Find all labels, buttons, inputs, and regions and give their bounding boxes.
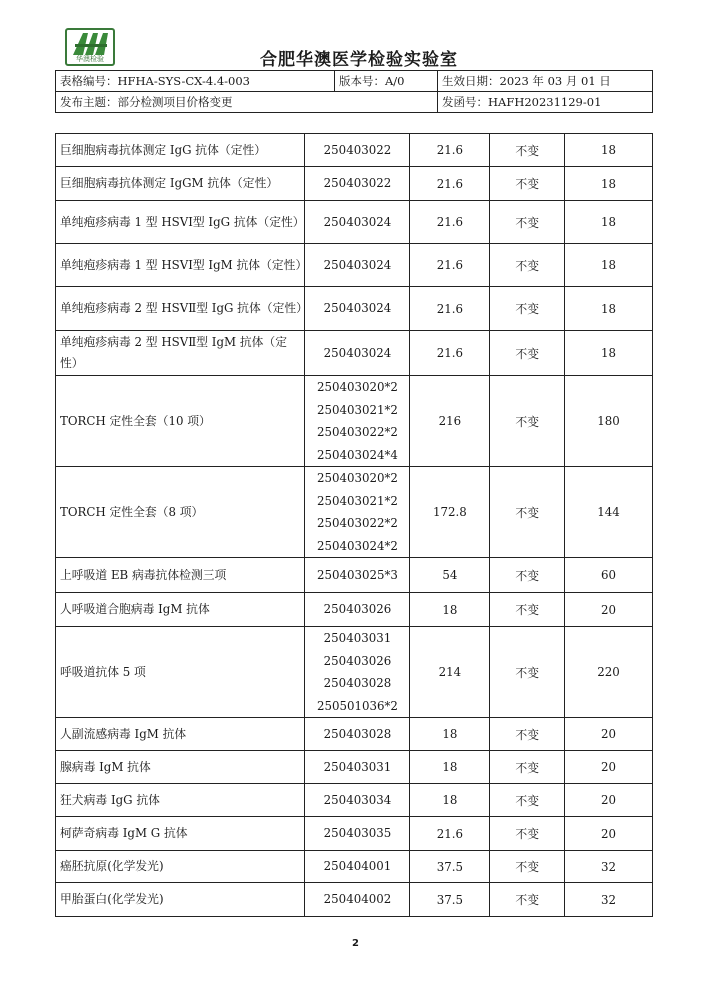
charge-code-cell xyxy=(305,167,410,201)
test-item-name: 上呼吸道 EB 病毒抗体检测三项 xyxy=(56,558,305,593)
lab-title: 合肥华澳医学检验实验室 xyxy=(260,50,458,70)
charge-code: 250501036*2 xyxy=(316,698,398,713)
test-item-name: 单纯疱疹病毒 1 型 HSVⅠ型 IgG 抗体（定性） xyxy=(56,201,305,244)
original-price: 18 xyxy=(410,593,490,627)
new-price: 20 xyxy=(565,751,653,784)
table-row xyxy=(56,331,653,376)
charge-code-cell xyxy=(305,376,410,467)
price-status: 不变 xyxy=(490,244,565,287)
original-price: 37.5 xyxy=(410,883,490,917)
lab-logo xyxy=(65,28,115,66)
charge-code: 250403028 xyxy=(323,676,392,690)
charge-code: 250403022 xyxy=(323,142,392,157)
charge-code-cell xyxy=(305,467,410,558)
charge-code: 250403028 xyxy=(323,726,392,741)
table-row xyxy=(56,627,653,718)
original-price: 21.6 xyxy=(410,331,490,376)
new-price: 20 xyxy=(565,784,653,817)
new-price: 180 xyxy=(565,376,653,467)
test-item-name: 巨细胞病毒抗体测定 IgGM 抗体（定性） xyxy=(56,167,305,201)
price-status: 不变 xyxy=(490,817,565,851)
charge-code-cell xyxy=(305,718,410,751)
charge-code: 250403022*2 xyxy=(316,425,398,439)
test-item-name: 单纯疱疹病毒 2 型 HSVⅡ型 IgG 抗体（定性） xyxy=(56,287,305,331)
original-price: 21.6 xyxy=(410,287,490,331)
charge-code-cell xyxy=(305,751,410,784)
price-status: 不变 xyxy=(490,851,565,883)
original-price: 18 xyxy=(410,751,490,784)
charge-code: 250403035 xyxy=(323,826,392,841)
document-number: 发函号：HAFH20231129-01 xyxy=(438,92,653,113)
charge-code-cell xyxy=(305,134,410,167)
new-price: 18 xyxy=(565,287,653,331)
charge-code: 250403021*2 xyxy=(316,493,398,508)
table-row xyxy=(56,817,653,851)
new-price: 32 xyxy=(565,851,653,883)
original-price: 18 xyxy=(410,718,490,751)
version-number: 版本号：A/0 xyxy=(335,71,438,92)
price-status: 不变 xyxy=(490,883,565,917)
charge-code: 250403024 xyxy=(323,301,392,316)
new-price: 60 xyxy=(565,558,653,593)
original-price: 18 xyxy=(410,784,490,817)
charge-code: 250403022 xyxy=(323,176,392,191)
table-row xyxy=(56,784,653,817)
test-item-name: 呼吸道抗体 5 项 xyxy=(56,627,305,718)
charge-code-cell xyxy=(305,817,410,851)
charge-code: 250403031 xyxy=(323,759,392,774)
new-price: 18 xyxy=(565,201,653,244)
table-row xyxy=(56,134,653,167)
new-price: 144 xyxy=(565,467,653,558)
charge-code-cell xyxy=(305,201,410,244)
charge-code-cell xyxy=(305,784,410,817)
charge-code-cell xyxy=(305,883,410,917)
original-price: 37.5 xyxy=(410,851,490,883)
charge-code-cell xyxy=(305,331,410,376)
charge-code: 250403024 xyxy=(323,257,392,272)
charge-code-cell xyxy=(305,244,410,287)
price-status: 不变 xyxy=(490,376,565,467)
test-item-name: 人呼吸道合胞病毒 IgM 抗体 xyxy=(56,593,305,627)
charge-code: 250403026 xyxy=(323,653,392,668)
original-price: 172.8 xyxy=(410,467,490,558)
new-price: 20 xyxy=(565,718,653,751)
original-price: 21.6 xyxy=(410,134,490,167)
charge-code-cell xyxy=(305,287,410,331)
release-subject: 发布主题：部分检测项目价格变更 xyxy=(56,92,438,113)
test-item-name: 甲胎蛋白(化学发光) xyxy=(56,883,305,917)
test-item-name: 巨细胞病毒抗体测定 IgG 抗体（定性） xyxy=(56,134,305,167)
price-status: 不变 xyxy=(490,167,565,201)
charge-code: 250403024 xyxy=(323,345,392,360)
document-header-table xyxy=(55,70,653,113)
table-row xyxy=(56,467,653,558)
original-price: 54 xyxy=(410,558,490,593)
charge-code-cell xyxy=(305,627,410,718)
price-status: 不变 xyxy=(490,287,565,331)
new-price: 20 xyxy=(565,593,653,627)
new-price: 18 xyxy=(565,331,653,376)
original-price: 21.6 xyxy=(410,201,490,244)
test-item-name: 人副流感病毒 IgM 抗体 xyxy=(56,718,305,751)
original-price: 216 xyxy=(410,376,490,467)
new-price: 20 xyxy=(565,817,653,851)
table-row xyxy=(56,558,653,593)
price-status: 不变 xyxy=(490,558,565,593)
charge-code: 250403022*2 xyxy=(316,516,398,530)
new-price: 220 xyxy=(565,627,653,718)
test-item-name: 腺病毒 IgM 抗体 xyxy=(56,751,305,784)
original-price: 21.6 xyxy=(410,167,490,201)
table-row xyxy=(56,376,653,467)
charge-code-cell xyxy=(305,558,410,593)
charge-code: 250403024*2 xyxy=(316,538,398,553)
new-price: 32 xyxy=(565,883,653,917)
original-price: 21.6 xyxy=(410,244,490,287)
table-row xyxy=(56,244,653,287)
price-status: 不变 xyxy=(490,331,565,376)
table-row xyxy=(56,851,653,883)
test-item-name: TORCH 定性全套（10 项） xyxy=(56,376,305,467)
test-item-name: 狂犬病毒 IgG 抗体 xyxy=(56,784,305,817)
form-number: 表格编号：HFHA-SYS-CX-4.4-003 xyxy=(56,71,335,92)
price-status: 不变 xyxy=(490,784,565,817)
new-price: 18 xyxy=(565,167,653,201)
test-item-name: 单纯疱疹病毒 1 型 HSVⅠ型 IgM 抗体（定性） xyxy=(56,244,305,287)
table-row xyxy=(56,593,653,627)
new-price: 18 xyxy=(565,244,653,287)
price-change-table xyxy=(55,133,653,917)
page-number: 2 xyxy=(352,938,359,949)
price-status: 不变 xyxy=(490,718,565,751)
charge-code-cell xyxy=(305,851,410,883)
table-row xyxy=(56,751,653,784)
price-status: 不变 xyxy=(490,201,565,244)
charge-code: 250403034 xyxy=(323,792,392,807)
table-row xyxy=(56,201,653,244)
price-status: 不变 xyxy=(490,134,565,167)
charge-code: 250403025*3 xyxy=(316,567,398,582)
test-item-name: 单纯疱疹病毒 2 型 HSVⅡ型 IgM 抗体（定性） xyxy=(56,331,305,376)
price-status: 不变 xyxy=(490,751,565,784)
charge-code: 250403024*4 xyxy=(316,447,398,462)
logo-text: 华澳检验 xyxy=(76,55,104,63)
charge-code: 250404002 xyxy=(323,892,392,907)
charge-code-cell xyxy=(305,593,410,627)
original-price: 21.6 xyxy=(410,817,490,851)
test-item-name: 柯萨奇病毒 IgM G 抗体 xyxy=(56,817,305,851)
charge-code: 250404001 xyxy=(323,859,392,874)
charge-code: 250403020*2 xyxy=(316,471,398,485)
charge-code: 250403024 xyxy=(323,214,392,229)
charge-code: 250403026 xyxy=(323,602,392,617)
table-row xyxy=(56,287,653,331)
table-row xyxy=(56,167,653,201)
test-item-name: TORCH 定性全套（8 项） xyxy=(56,467,305,558)
charge-code: 250403021*2 xyxy=(316,402,398,417)
new-price: 18 xyxy=(565,134,653,167)
effective-date: 生效日期：2023 年 03 月 01 日 xyxy=(438,71,653,92)
price-status: 不变 xyxy=(490,627,565,718)
table-row xyxy=(56,718,653,751)
charge-code: 250403020*2 xyxy=(316,380,398,394)
test-item-name: 癌胚抗原(化学发光) xyxy=(56,851,305,883)
charge-code: 250403031 xyxy=(323,631,392,645)
table-row xyxy=(56,883,653,917)
price-status: 不变 xyxy=(490,593,565,627)
price-status: 不变 xyxy=(490,467,565,558)
original-price: 214 xyxy=(410,627,490,718)
